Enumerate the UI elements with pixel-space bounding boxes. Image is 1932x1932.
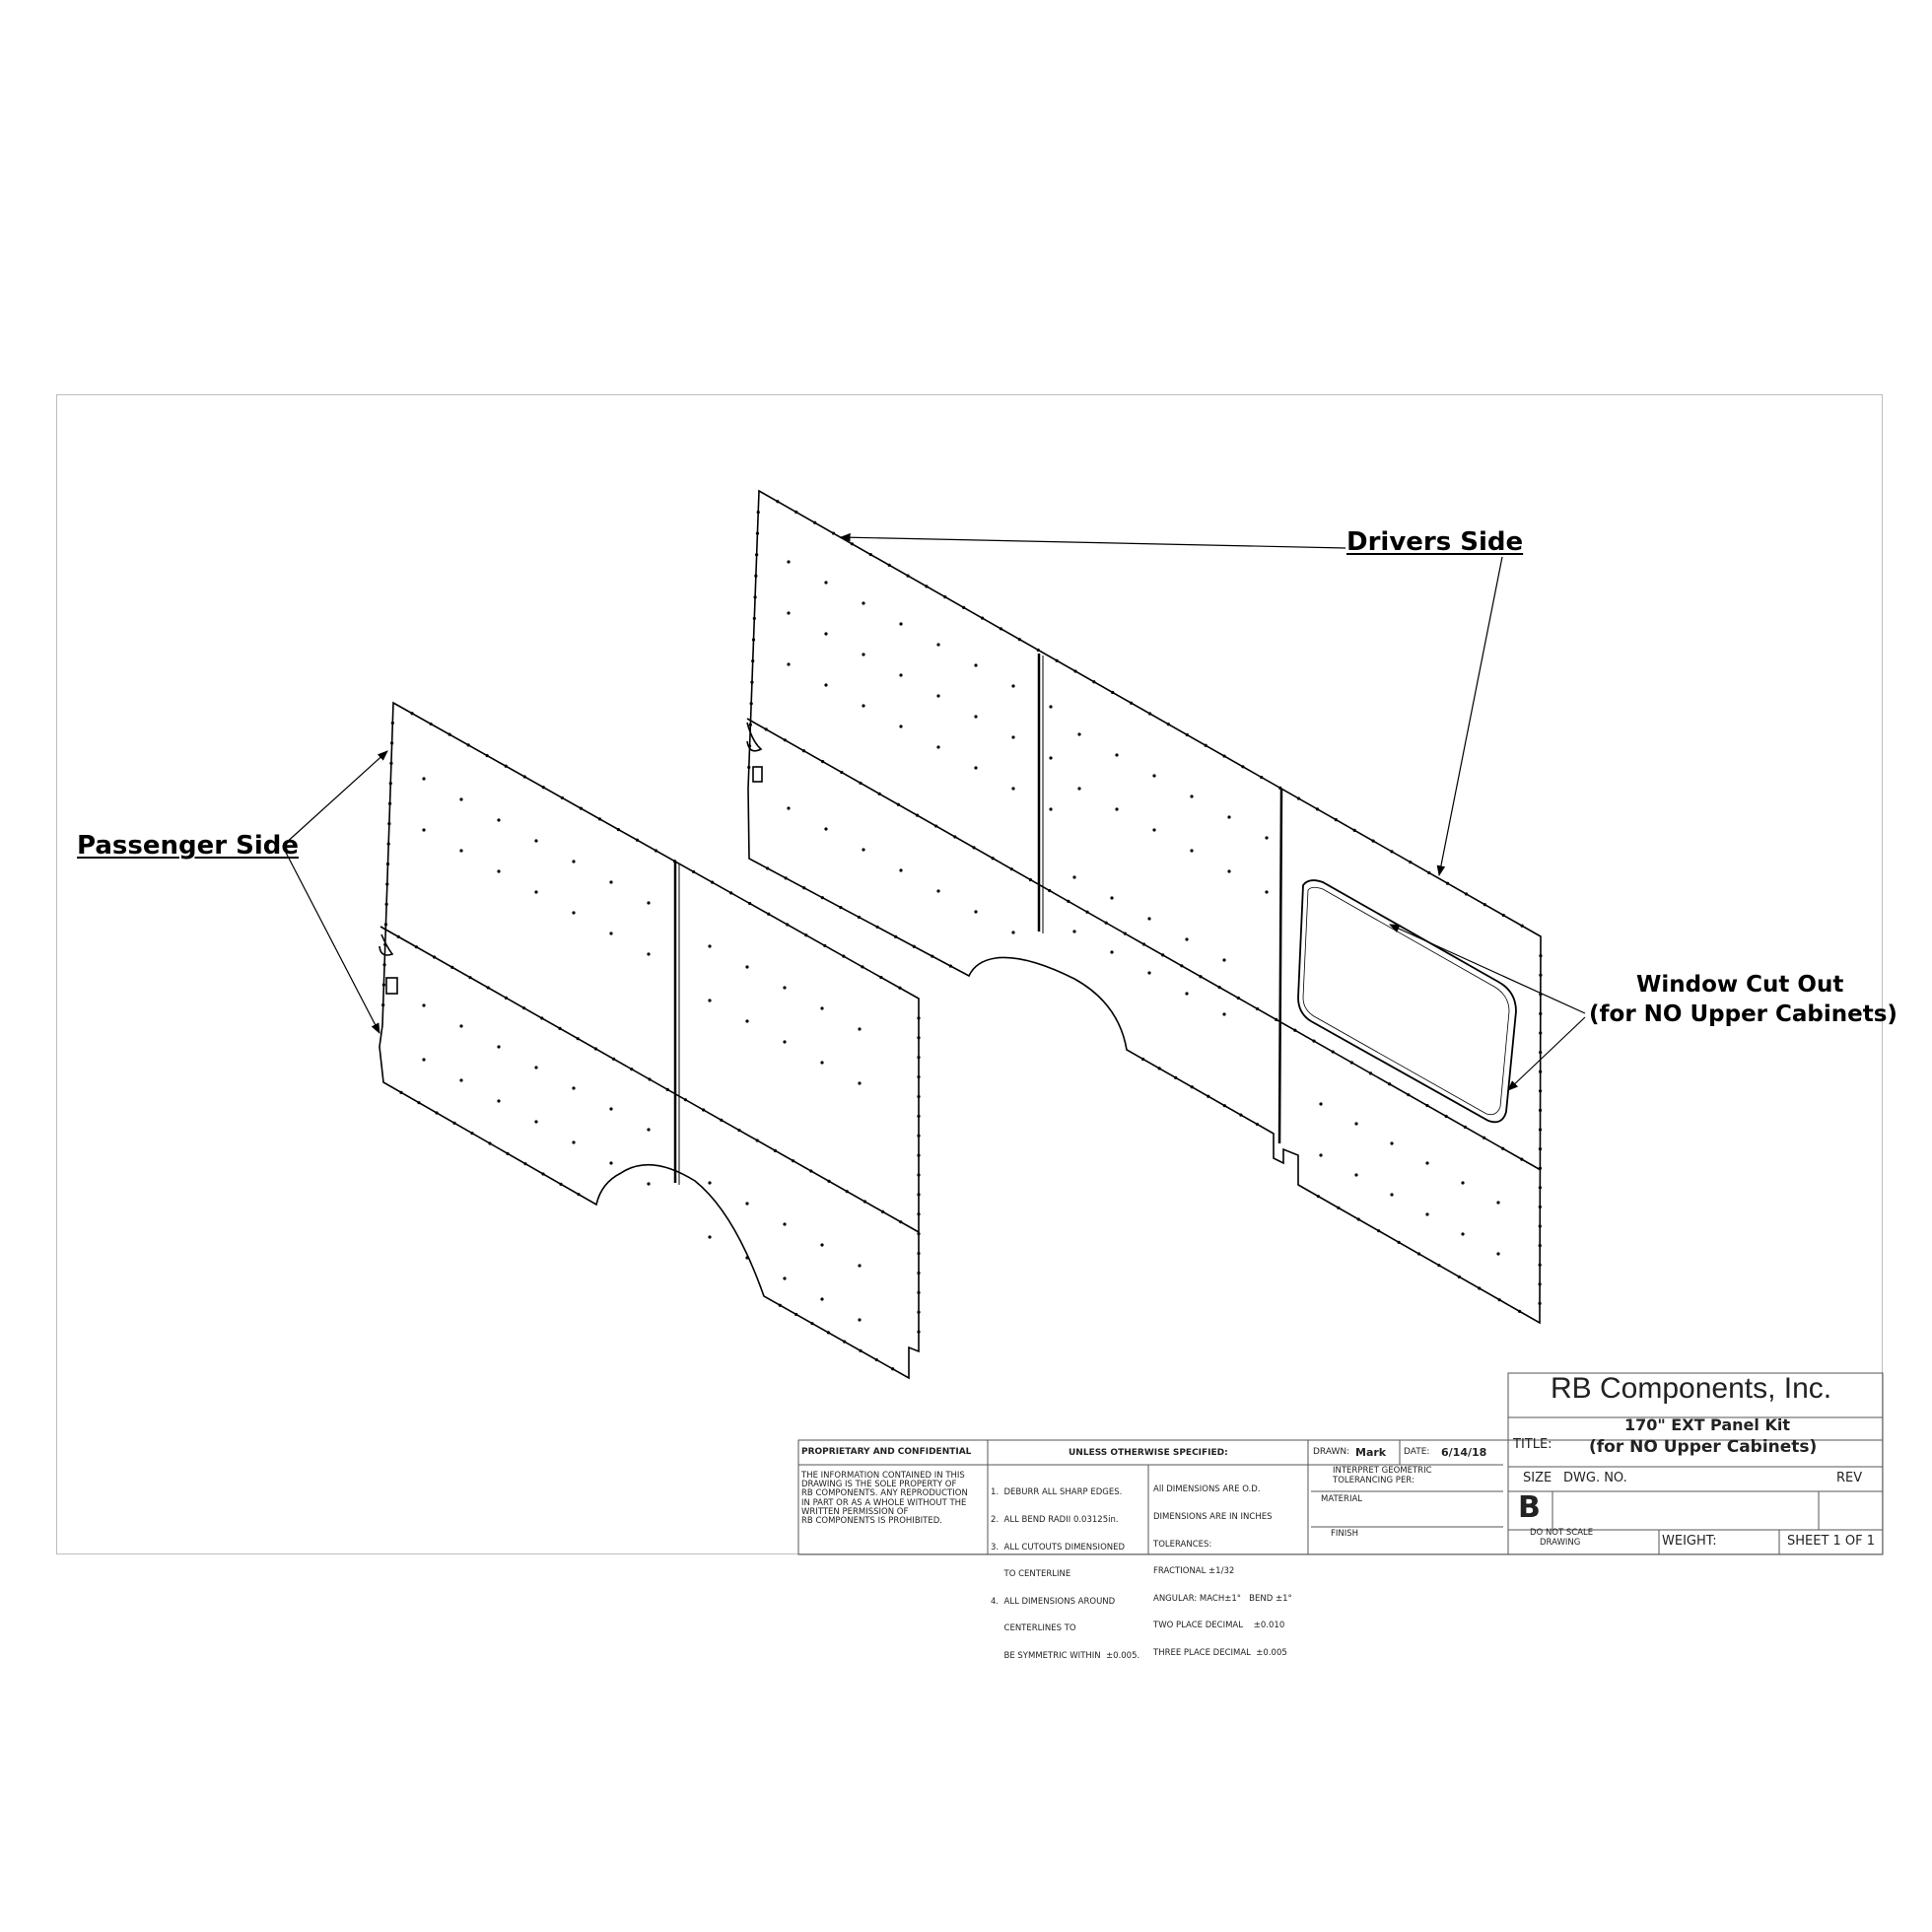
weight-label: WEIGHT: bbox=[1662, 1534, 1717, 1549]
drawing-label: DRAWING bbox=[1540, 1538, 1581, 1548]
passenger-side-panel bbox=[380, 703, 919, 1378]
drivers-side-panel bbox=[747, 491, 1541, 1323]
drawing-title-line2: (for NO Upper Cabinets) bbox=[1589, 1437, 1818, 1457]
fastener-holes bbox=[381, 500, 1542, 1370]
title-label: TITLE: bbox=[1513, 1437, 1552, 1452]
rev-label: REV bbox=[1836, 1471, 1863, 1485]
finish-label: FINISH bbox=[1331, 1529, 1359, 1539]
material-label: MATERIAL bbox=[1321, 1494, 1363, 1504]
general-notes: 1. DEBURR ALL SHARP EDGES. 2. ALL BEND RADII 0.03125in. 3. ALL CUTOUTS DIMENSIONED TO CENTERLINE 4. ALL DIMENSIONS AROUND CENTERLINES TO BE SYMMETRIC WITHIN ±0.005. bbox=[991, 1487, 1140, 1662]
interpret-line1: INTERPRET GEOMETRIC bbox=[1333, 1466, 1432, 1476]
sheet-number: SHEET 1 OF 1 bbox=[1787, 1534, 1876, 1549]
passenger-side-label: Passenger Side bbox=[77, 831, 299, 861]
drawn-by: Mark bbox=[1355, 1446, 1387, 1459]
window-cutout-sublabel: (for NO Upper Cabinets) bbox=[1589, 1001, 1898, 1027]
drawing-title-line1: 170" EXT Panel Kit bbox=[1624, 1415, 1790, 1434]
unless-header: UNLESS OTHERWISE SPECIFIED: bbox=[1069, 1448, 1228, 1458]
interpret-line2: TOLERANCING PER: bbox=[1333, 1476, 1414, 1485]
dimension-tolerances: All DIMENSIONS ARE O.D. DIMENSIONS ARE IN INCHES TOLERANCES: FRACTIONAL ±1/32 ANGULAR: MACH±1° BEND ±1° TWO PLACE DECIMAL ±0.010 THREE PLACE DECIMAL ±0.005 bbox=[1153, 1484, 1292, 1659]
drawn-label: DRAWN: bbox=[1313, 1447, 1350, 1457]
proprietary-text: THE INFORMATION CONTAINED IN THIS DRAWING IS THE SOLE PROPERTY OF RB COMPONENTS. ANY REPRODUCTION IN PART OR AS A WHOLE WITHOUT THE WRITTEN PERMISSION OF RB COMPONENTS IS PROHIBITED. bbox=[801, 1471, 968, 1527]
drivers-side-label: Drivers Side bbox=[1346, 527, 1524, 557]
size-value: B bbox=[1518, 1490, 1541, 1525]
proprietary-header: PROPRIETARY AND CONFIDENTIAL bbox=[801, 1447, 972, 1457]
company-name: RB Components, Inc. bbox=[1551, 1372, 1832, 1405]
window-cutout-label: Window Cut Out bbox=[1636, 972, 1844, 998]
dwg-no-label: DWG. NO. bbox=[1563, 1471, 1627, 1485]
leader-lines bbox=[284, 537, 1585, 1090]
size-label: SIZE bbox=[1523, 1471, 1552, 1485]
do-not-scale: DO NOT SCALE bbox=[1530, 1528, 1594, 1538]
date-label: DATE: bbox=[1404, 1447, 1430, 1457]
date-value: 6/14/18 bbox=[1441, 1446, 1487, 1459]
